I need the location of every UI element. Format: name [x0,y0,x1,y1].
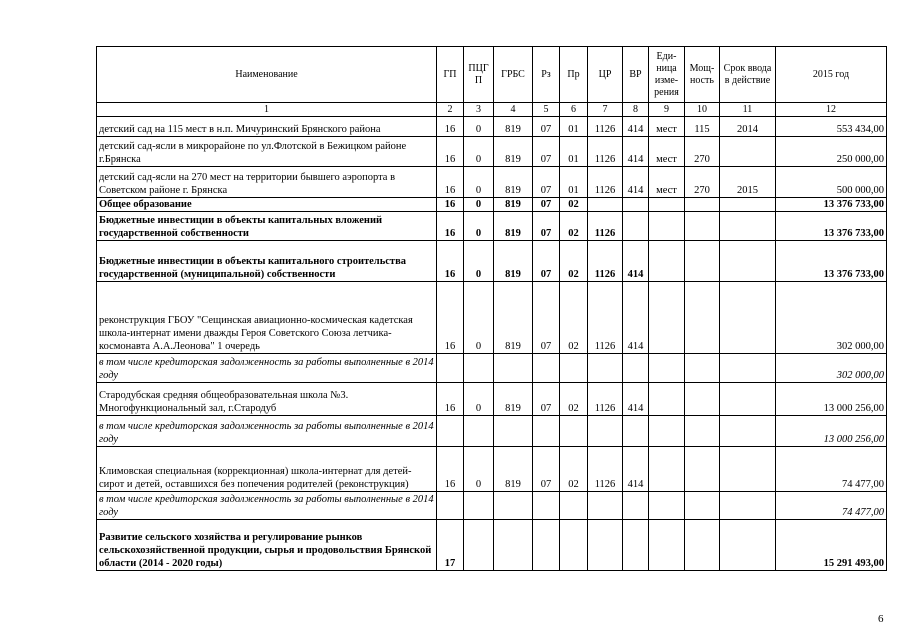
code-cell: 1126 [588,167,623,198]
code-cell [588,198,623,212]
amount-cell: 13 000 256,00 [776,416,887,447]
code-cell: 1126 [588,212,623,241]
code-cell: 819 [494,282,533,354]
table-row [97,167,887,198]
code-cell: 02 [560,241,588,282]
code-cell: 819 [494,383,533,416]
column-number-cell: 6 [560,103,588,117]
code-cell [720,492,776,520]
row-name-cell: Бюджетные инвестиции в объекты капитальных вложений государственной собственности [97,212,437,241]
code-cell [720,137,776,167]
code-cell [649,198,685,212]
column-number-cell: 1 [97,103,437,117]
code-cell: 16 [437,447,464,492]
code-cell: 07 [533,212,560,241]
code-cell: 0 [464,167,494,198]
column-number-cell: 5 [533,103,560,117]
code-cell [685,198,720,212]
table-row [97,416,887,447]
code-cell [649,520,685,571]
code-cell [685,212,720,241]
row-name-cell: реконструкция ГБОУ "Сещинская авиационно-космическая кадетская школа-интернат имени дважды Героя Советского Союза летчика-космонавта А.А.Леонова" 1 очередь [97,282,437,354]
code-cell: 1126 [588,282,623,354]
amount-cell: 74 477,00 [776,447,887,492]
code-cell: 02 [560,383,588,416]
amount-cell: 500 000,00 [776,167,887,198]
code-cell: 270 [685,167,720,198]
code-cell [560,354,588,383]
code-cell [720,198,776,212]
code-cell: 115 [685,117,720,137]
code-cell: 07 [533,447,560,492]
code-cell: 414 [623,117,649,137]
code-cell [494,492,533,520]
table-row [97,198,887,212]
code-cell: 07 [533,117,560,137]
header-cell: Еди-ница изме-рения [649,47,685,103]
code-cell: 1126 [588,137,623,167]
amount-cell: 13 376 733,00 [776,212,887,241]
table-row [97,383,887,416]
row-name-cell: Климовская специальная (коррекционная) школа-интернат для детей-сирот и детей, оставшихся без попечения родителей (реконструкция) [97,447,437,492]
row-name-cell: детский сад на 115 мест в н.п. Мичуринский Брянского района [97,117,437,137]
amount-cell: 15 291 493,00 [776,520,887,571]
code-cell: 16 [437,117,464,137]
table-body [97,117,887,571]
code-cell: 414 [623,137,649,167]
code-cell: 0 [464,282,494,354]
code-cell [623,198,649,212]
column-number-cell: 8 [623,103,649,117]
code-cell: 16 [437,241,464,282]
column-number-cell: 12 [776,103,887,117]
row-name-cell: в том числе кредиторская задолженность за работы выполненные в 2014 году [97,354,437,383]
code-cell: 16 [437,212,464,241]
code-cell: 0 [464,447,494,492]
code-cell: 819 [494,167,533,198]
amount-cell: 250 000,00 [776,137,887,167]
code-cell [464,416,494,447]
header-cell: ВР [623,47,649,103]
code-cell [533,520,560,571]
code-cell [720,282,776,354]
column-number-cell: 2 [437,103,464,117]
table-row [97,492,887,520]
code-cell [623,212,649,241]
code-cell [623,520,649,571]
code-cell: 16 [437,198,464,212]
table-row [97,137,887,167]
code-cell: 17 [437,520,464,571]
header-cell: ПЦГ П [464,47,494,103]
code-cell: 0 [464,117,494,137]
row-name-cell: детский сад-ясли в микрорайоне по ул.Флотской в Бежицком районе г.Брянска [97,137,437,167]
code-cell: 07 [533,137,560,167]
code-cell [649,383,685,416]
table-row [97,354,887,383]
table-row [97,212,887,241]
code-cell [623,416,649,447]
code-cell [437,492,464,520]
header-cell: ЦР [588,47,623,103]
code-cell: мест [649,137,685,167]
code-cell [720,241,776,282]
code-cell [588,354,623,383]
code-cell [560,492,588,520]
code-cell [588,520,623,571]
code-cell [588,416,623,447]
header-cell: Мощ-ность [685,47,720,103]
code-cell: мест [649,117,685,137]
code-cell [685,520,720,571]
code-cell: 02 [560,282,588,354]
code-cell [720,447,776,492]
header-cell: Рз [533,47,560,103]
code-cell: 414 [623,383,649,416]
header-cell: Наименование [97,47,437,103]
code-cell [533,416,560,447]
row-name-cell: в том числе кредиторская задолженность за работы выполненные в 2014 году [97,416,437,447]
code-cell: 2014 [720,117,776,137]
code-cell: 819 [494,137,533,167]
code-cell: 16 [437,137,464,167]
header-cell: ГП [437,47,464,103]
header-cell: Пр [560,47,588,103]
code-cell: 819 [494,117,533,137]
code-cell [649,447,685,492]
code-cell: 0 [464,212,494,241]
table-row [97,117,887,137]
row-name-cell: Стародубская средняя общеобразовательная школа №3. Многофункциональный зал, г.Стародуб [97,383,437,416]
code-cell [464,492,494,520]
code-cell [560,416,588,447]
code-cell: 1126 [588,241,623,282]
code-cell [685,447,720,492]
code-cell [494,520,533,571]
header-cell: Срок ввода в действие [720,47,776,103]
code-cell: 819 [494,447,533,492]
column-number-cell: 3 [464,103,494,117]
table-row [97,447,887,492]
code-cell: 02 [560,212,588,241]
code-cell: 16 [437,167,464,198]
code-cell: 819 [494,198,533,212]
code-cell: 01 [560,117,588,137]
code-cell: 1126 [588,383,623,416]
code-cell: 07 [533,198,560,212]
code-cell: 0 [464,241,494,282]
header-cell: ГРБС [494,47,533,103]
code-cell: 16 [437,282,464,354]
table-row [97,241,887,282]
code-cell [649,282,685,354]
code-cell [720,383,776,416]
code-cell: 1126 [588,117,623,137]
code-cell [720,520,776,571]
column-number-cell: 7 [588,103,623,117]
header-cell: 2015 год [776,47,887,103]
code-cell [533,492,560,520]
header-row [97,47,887,103]
code-cell: 819 [494,241,533,282]
code-cell [685,241,720,282]
code-cell [720,416,776,447]
code-cell [623,492,649,520]
column-number-row [97,103,887,117]
amount-cell: 302 000,00 [776,354,887,383]
amount-cell: 13 376 733,00 [776,198,887,212]
code-cell [649,212,685,241]
code-cell [533,354,560,383]
code-cell: 819 [494,212,533,241]
code-cell [437,354,464,383]
code-cell: 2015 [720,167,776,198]
row-name-cell: Бюджетные инвестиции в объекты капитального строительства государственной (муниципальной) собственности [97,241,437,282]
code-cell: 1126 [588,447,623,492]
code-cell [588,492,623,520]
amount-cell: 13 376 733,00 [776,241,887,282]
code-cell: 16 [437,383,464,416]
code-cell [560,520,588,571]
code-cell: 414 [623,282,649,354]
code-cell: 414 [623,167,649,198]
code-cell: 0 [464,137,494,167]
amount-cell: 74 477,00 [776,492,887,520]
code-cell [720,354,776,383]
code-cell [720,212,776,241]
code-cell [685,282,720,354]
code-cell [464,520,494,571]
code-cell [685,416,720,447]
code-cell [649,354,685,383]
code-cell [494,354,533,383]
code-cell [623,354,649,383]
code-cell [685,492,720,520]
code-cell: 02 [560,198,588,212]
code-cell: 0 [464,198,494,212]
column-number-cell: 4 [494,103,533,117]
code-cell [649,241,685,282]
code-cell: 07 [533,282,560,354]
code-cell: 414 [623,241,649,282]
table-row [97,282,887,354]
row-name-cell: в том числе кредиторская задолженность за работы выполненные в 2014 году [97,492,437,520]
page-number: 6 [878,613,884,625]
code-cell: 01 [560,137,588,167]
code-cell: 270 [685,137,720,167]
row-name-cell: детский сад-ясли на 270 мест на территории бывшего аэропорта в Советском районе г. Брянска [97,167,437,198]
code-cell [437,416,464,447]
code-cell [464,354,494,383]
budget-table [96,46,887,571]
amount-cell: 553 434,00 [776,117,887,137]
row-name-cell: Общее образование [97,198,437,212]
code-cell: 07 [533,383,560,416]
code-cell: 01 [560,167,588,198]
code-cell [649,492,685,520]
column-number-cell: 11 [720,103,776,117]
code-cell: мест [649,167,685,198]
column-number-cell: 9 [649,103,685,117]
code-cell: 0 [464,383,494,416]
amount-cell: 302 000,00 [776,282,887,354]
table-row [97,520,887,571]
amount-cell: 13 000 256,00 [776,383,887,416]
code-cell: 414 [623,447,649,492]
code-cell: 07 [533,241,560,282]
code-cell: 02 [560,447,588,492]
column-number-cell: 10 [685,103,720,117]
code-cell [649,416,685,447]
row-name-cell: Развитие сельского хозяйства и регулирование рынков сельскохозяйственной продукции, сырья и продовольствия Брянской области (2014 - 2020 годы) [97,520,437,571]
code-cell [685,354,720,383]
code-cell: 07 [533,167,560,198]
code-cell [494,416,533,447]
code-cell [685,383,720,416]
